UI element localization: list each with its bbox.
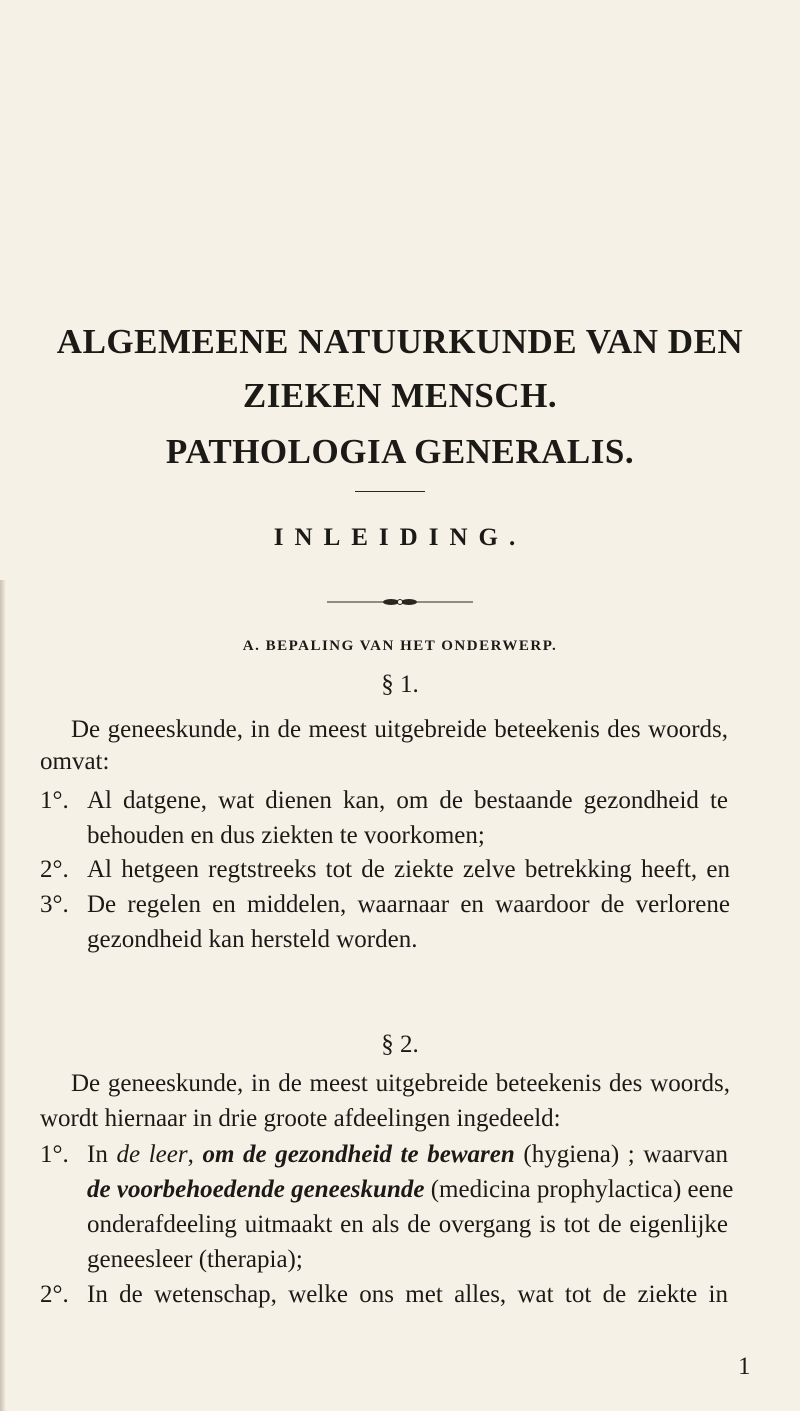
ornament-divider: [325, 596, 475, 608]
para2-item-1-line-1: [87, 1139, 728, 1171]
para2-item-1-number: 1°.: [40, 1141, 69, 1168]
section-heading: A. BEPALING VAN HET ONDERWERP.: [242, 638, 558, 654]
page-edge-shadow: [0, 580, 6, 1411]
para2-item-2-number: 2°.: [40, 1281, 69, 1308]
italic-run: de leer: [116, 1141, 188, 1168]
para2-item-1-line-3: onderafdeeling uitmaakt en als de overgang is tot de eigenlijke: [87, 1211, 728, 1238]
para1-intro-line-1: De geneeskunde, in de meest uitgebreide beteekenis des woords,: [71, 716, 728, 743]
title-line-3: PATHOLOGIA GENERALIS.: [165, 432, 635, 471]
para2-item-2-line-1: In de wetenschap, welke ons met alles, wat tot de ziekte in: [87, 1281, 728, 1308]
title-line-2: ZIEKEN MENSCH.: [242, 376, 558, 415]
text-run: (medicina prophylactica) eene: [424, 1176, 734, 1203]
para2-item-1-line-2: [87, 1174, 734, 1206]
para1-item-3-line-2: gezondheid kan hersteld worden.: [87, 926, 418, 953]
text-run: ,: [187, 1141, 203, 1168]
text-run: (hygiena) ; waarvan: [514, 1141, 729, 1168]
title-line-1: ALGEMEENE NATUURKUNDE VAN DEN: [56, 322, 744, 361]
para1-item-1-number: 1°.: [40, 787, 69, 814]
para1-intro-line-2: omvat:: [40, 748, 110, 775]
text-run: In: [87, 1141, 117, 1168]
para1-item-1-line-2: behouden en dus ziekten te voorkomen;: [87, 822, 485, 849]
emphasis-run: om de gezondheid te bewaren: [202, 1141, 515, 1168]
subheading: INLEIDING.: [273, 524, 527, 551]
para1-item-2-number: 2°.: [40, 856, 69, 883]
paragraph-mark-1: § 1.: [381, 671, 419, 698]
para1-item-2-line-1: Al hetgeen regtstreeks tot de ziekte zelve betrekking heeft, en: [87, 856, 730, 883]
para2-intro-line-2: wordt hiernaar in drie groote afdeelingen ingedeeld:: [40, 1105, 561, 1132]
page-number: 1: [738, 1353, 751, 1380]
para2-intro-line-1: De geneeskunde, in de meest uitgebreide beteekenis des woords,: [71, 1070, 730, 1097]
title-divider: [355, 491, 425, 492]
para1-item-3-line-1: De regelen en middelen, waarnaar en waardoor de verlorene: [87, 891, 730, 918]
para1-item-3-number: 3°.: [40, 891, 69, 918]
emphasis-run: de voorbehoedende geneeskunde: [87, 1176, 425, 1203]
para1-item-1-line-1: Al datgene, wat dienen kan, om de bestaande gezondheid te: [87, 787, 728, 814]
paragraph-mark-2: § 2.: [381, 1031, 419, 1058]
para2-item-1-line-4: geneesleer (therapia);: [87, 1246, 303, 1273]
